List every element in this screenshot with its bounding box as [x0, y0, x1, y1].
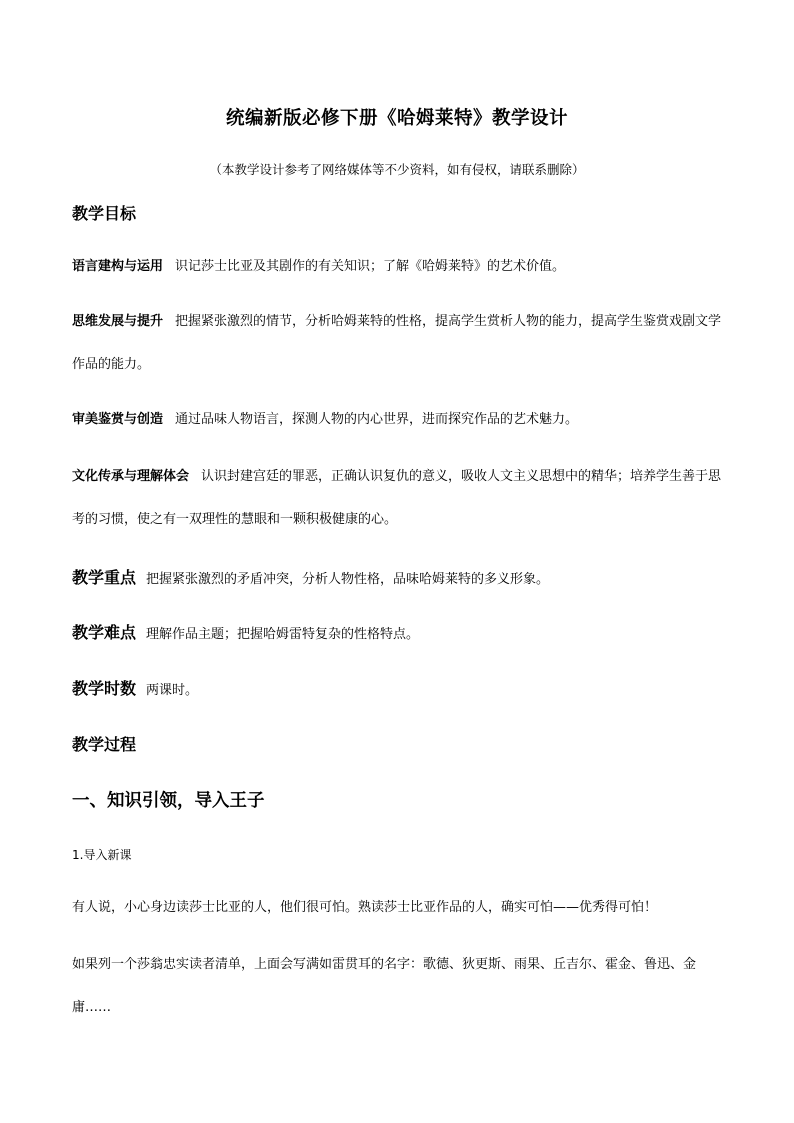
- key-point-label: 教学重点: [72, 568, 137, 587]
- objective-thinking: [72, 300, 724, 386]
- document-title: 统编新版必修下册《哈姆莱特》教学设计: [225, 108, 568, 129]
- key-point: [72, 565, 549, 588]
- paragraph-1: 有人说，小心身边读莎士比亚的人，他们很可怕。熟读莎士比亚作品的人，确实可怕——优秀得可怕！: [72, 900, 658, 915]
- objectives-heading: 教学目标: [72, 204, 137, 223]
- objective-text: 把握紧张激烈的情节，分析哈姆莱特的性格，提高学生赏析人物的能力，提高学生鉴赏戏剧文学作品的能力。: [72, 314, 722, 372]
- paragraph-2: 如果列一个莎翁忠实读者清单，上面会写满如雷贯耳的名字：歌德、狄更斯、雨果、丘吉尔、霍金、鲁迅、金庸……: [72, 957, 697, 1015]
- objective-label: 审美鉴赏与创造: [72, 412, 164, 427]
- key-point-text: 把握紧张激烈的矛盾冲突，分析人物性格，品味哈姆莱特的多义形象。: [146, 572, 550, 587]
- difficulty-text: 理解作品主题；把握哈姆雷特复杂的性格特点。: [146, 627, 420, 642]
- objective-culture: [72, 455, 724, 541]
- objective-language: [72, 245, 724, 288]
- objective-label: 文化传承与理解体会: [72, 469, 190, 484]
- item-1-heading: 1.导入新课: [72, 848, 132, 862]
- objective-aesthetic: [72, 398, 724, 441]
- process-heading: 教学过程: [72, 735, 137, 754]
- objective-text: 识记莎士比亚及其剧作的有关知识；了解《哈姆莱特》的艺术价值。: [175, 259, 566, 274]
- objective-text: 认识封建宫廷的罪恶，正确认识复仇的意义，吸收人文主义思想中的精华；培养学生善于思考的习惯，使之有一双理性的慧眼和一颗积极健康的心。: [72, 469, 722, 527]
- document-subtitle: （本教学设计参考了网络媒体等不少资料，如有侵权，请联系删除）: [209, 162, 585, 177]
- hours-text: 两课时。: [146, 683, 199, 698]
- difficulty-label: 教学难点: [72, 623, 137, 642]
- objective-text: 通过品味人物语言，探测人物的内心世界，进而探究作品的艺术魅力。: [175, 412, 579, 427]
- hours-label: 教学时数: [72, 679, 137, 698]
- objective-label: 思维发展与提升: [72, 314, 164, 329]
- teaching-hours: [72, 676, 198, 699]
- objective-label: 语言建构与运用: [72, 259, 164, 274]
- difficulty: [72, 620, 419, 643]
- section-1-heading: 一、知识引领，导入王子: [72, 791, 265, 811]
